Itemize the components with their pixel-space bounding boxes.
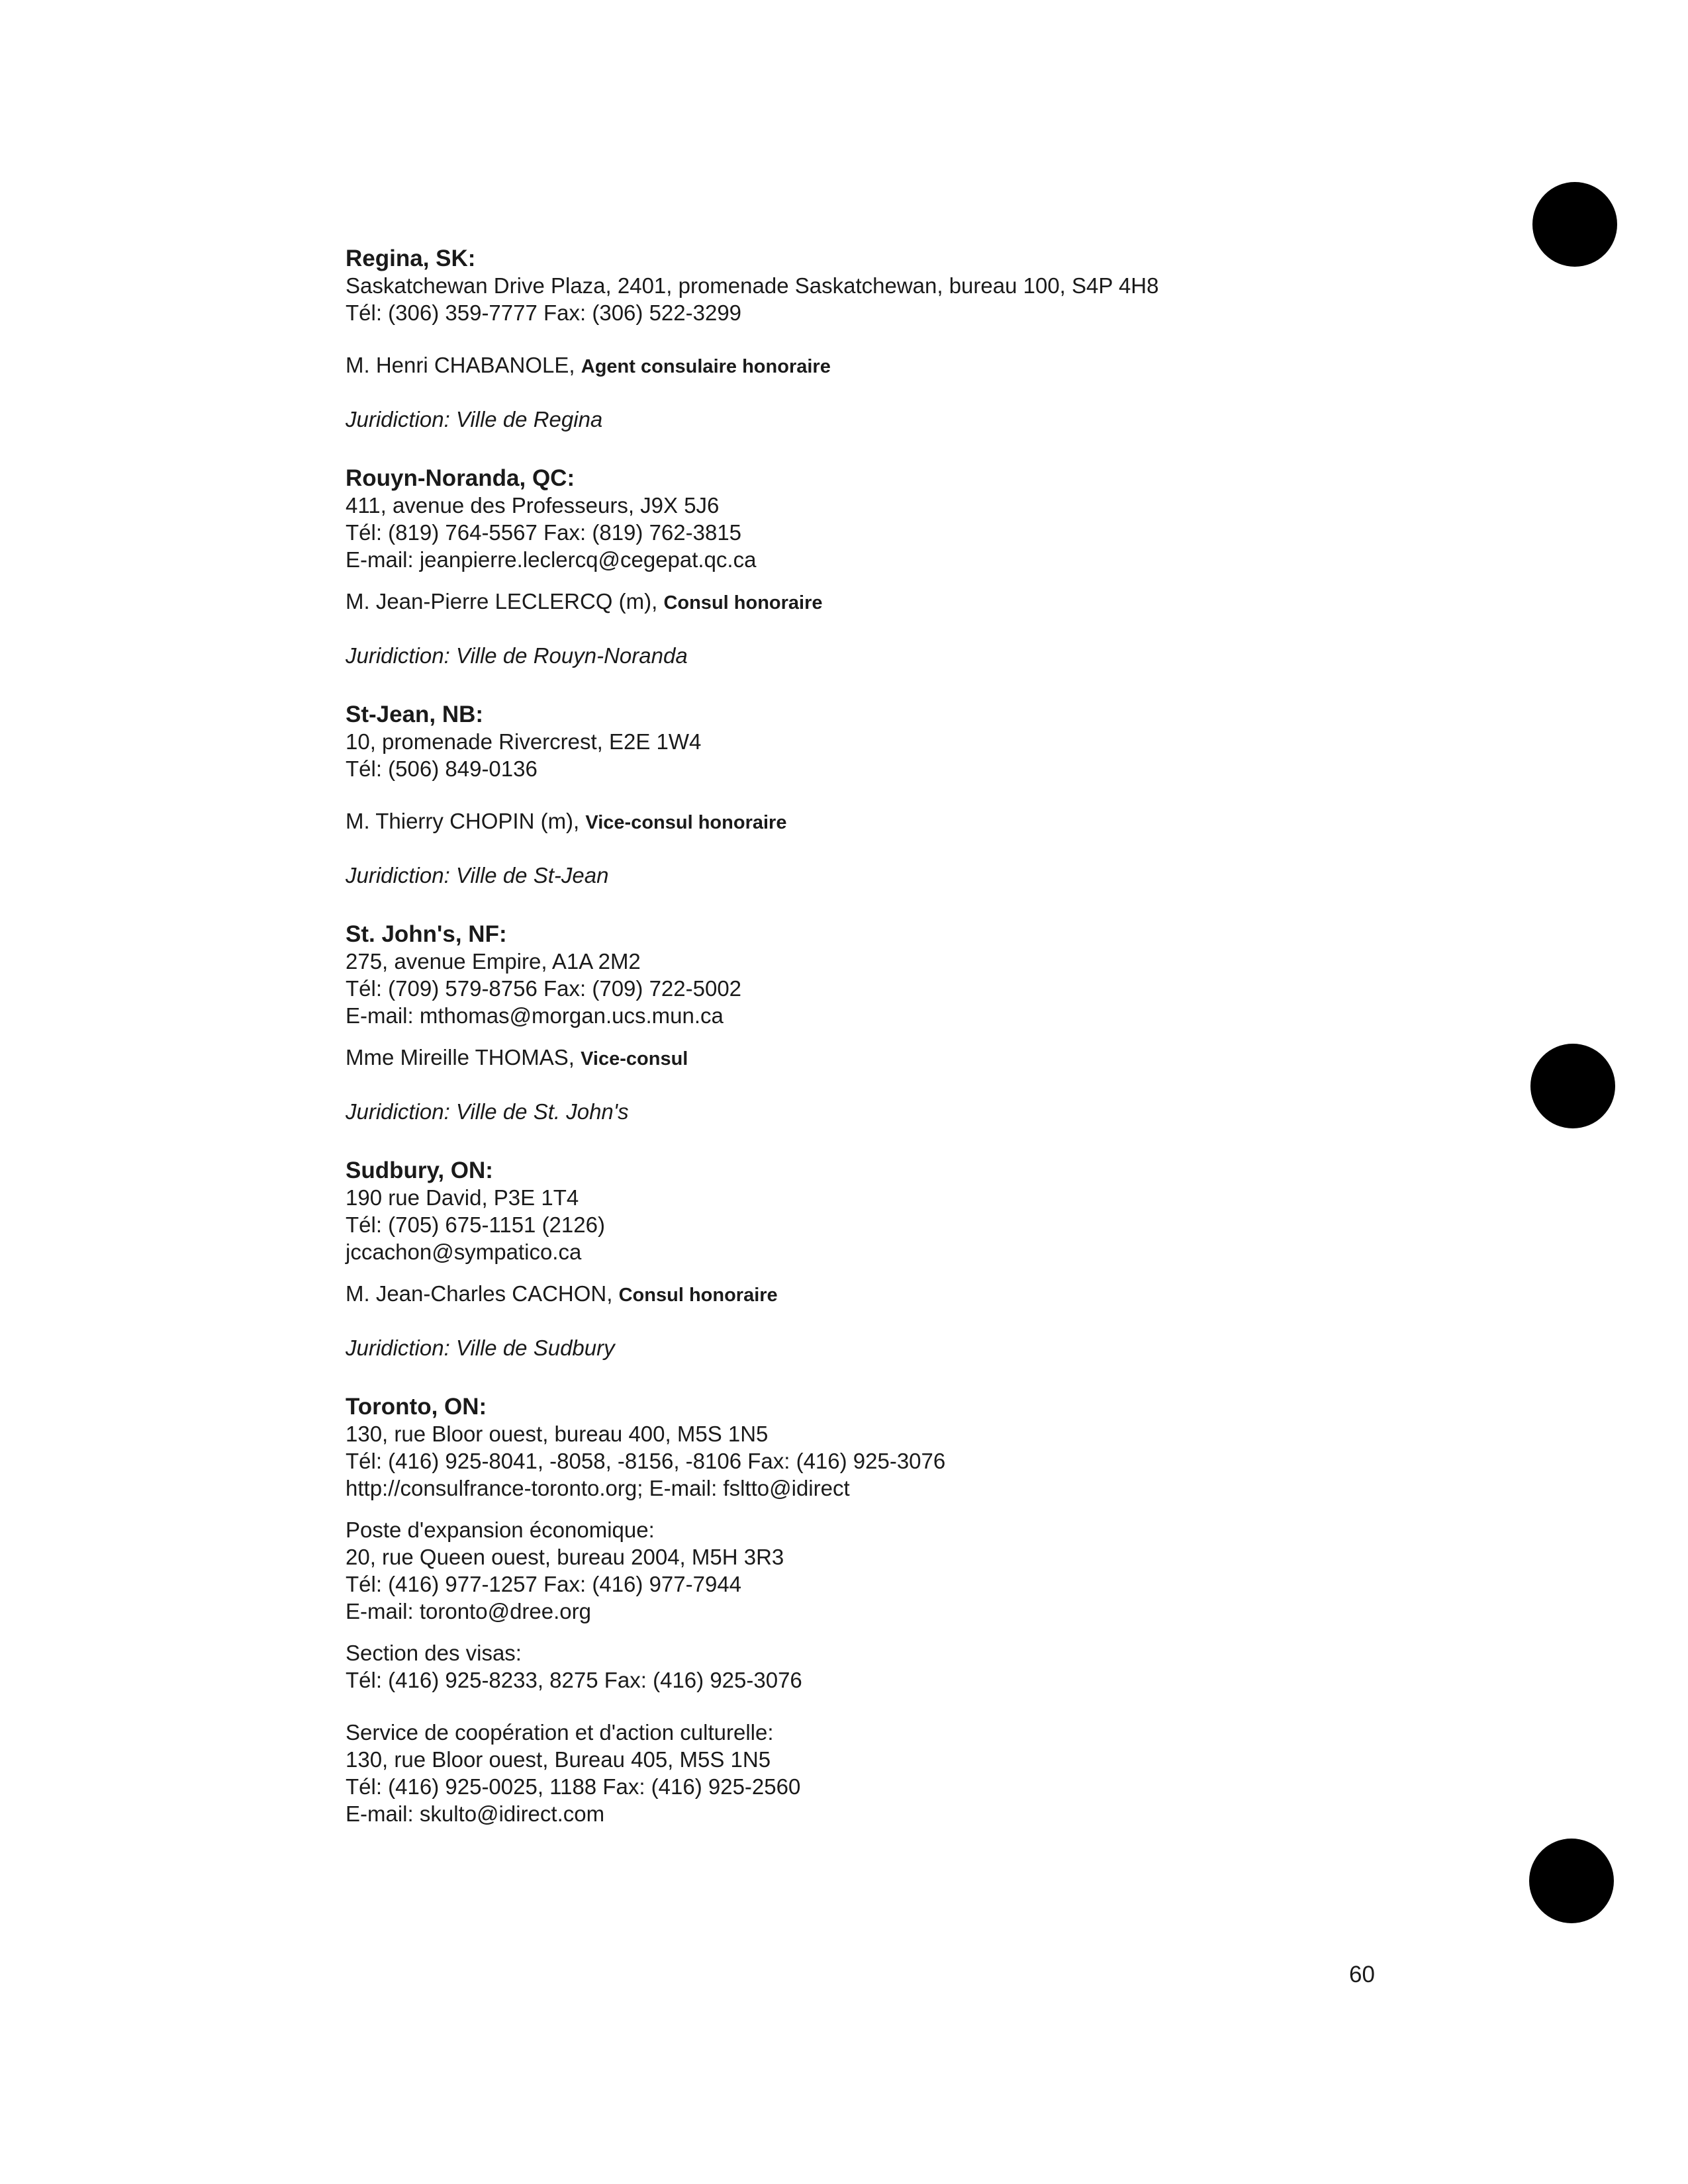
- consul-name: M. Jean-Charles CACHON,: [346, 1281, 613, 1306]
- city-heading: Rouyn-Noranda, QC:: [346, 465, 575, 491]
- phone-line: Tél: (705) 675-1151 (2126): [346, 1212, 605, 1237]
- subsection-title: Service de coopération et d'action culturelle:: [346, 1720, 774, 1745]
- consul-entry: [346, 807, 1603, 837]
- juridiction-line: Juridiction: Ville de Regina: [346, 407, 603, 432]
- city-heading: St. John's, NF:: [346, 921, 507, 947]
- address-line: 411, avenue des Professeurs, J9X 5J6: [346, 493, 720, 518]
- city-heading: St-Jean, NB:: [346, 702, 484, 727]
- city-heading: Toronto, ON:: [346, 1394, 487, 1420]
- phone-line: Tél: (416) 925-0025, 1188 Fax: (416) 925-2560: [346, 1774, 801, 1799]
- phone-line: Tél: (506) 849-0136: [346, 756, 538, 781]
- city-heading: Regina, SK:: [346, 246, 476, 271]
- juridiction-line: Juridiction: Ville de Rouyn-Noranda: [346, 643, 688, 668]
- consul-name: Mme Mireille THOMAS,: [346, 1045, 575, 1069]
- address-line: 130, rue Bloor ouest, Bureau 405, M5S 1N5: [346, 1747, 771, 1772]
- address-line: 10, promenade Rivercrest, E2E 1W4: [346, 729, 702, 754]
- section-toronto: [346, 1393, 1603, 1827]
- address-line: Saskatchewan Drive Plaza, 2401, promenade Saskatchewan, bureau 100, S4P 4H8: [346, 273, 1159, 298]
- consul-role: Consul honoraire: [618, 1285, 778, 1306]
- consul-entry: [346, 588, 1603, 617]
- phone-line: Tél: (819) 764-5567 Fax: (819) 762-3815: [346, 520, 742, 545]
- section-st-jean: [346, 701, 1603, 889]
- binder-hole-bottom: [1529, 1839, 1614, 1923]
- consul-name: M. Henri CHABANOLE,: [346, 353, 575, 377]
- cooperation-service: [346, 1719, 1603, 1827]
- address-line: 190 rue David, P3E 1T4: [346, 1185, 579, 1210]
- email-line: jccachon@sympatico.ca: [346, 1240, 582, 1264]
- consul-entry: [346, 1044, 1603, 1073]
- city-heading: Sudbury, ON:: [346, 1158, 493, 1183]
- email-line: E-mail: toronto@dree.org: [346, 1599, 591, 1623]
- phone-line: Tél: (306) 359-7777 Fax: (306) 522-3299: [346, 300, 742, 325]
- subsection-title: Section des visas:: [346, 1641, 522, 1665]
- consul-role: Consul honoraire: [663, 592, 823, 614]
- consul-role: Agent consulaire honoraire: [581, 356, 831, 377]
- consul-entry: [346, 351, 1603, 381]
- juridiction-line: Juridiction: Ville de Sudbury: [346, 1336, 615, 1360]
- address-line: 130, rue Bloor ouest, bureau 400, M5S 1N5: [346, 1422, 769, 1446]
- email-line: E-mail: skulto@idirect.com: [346, 1801, 605, 1826]
- email-line: E-mail: mthomas@morgan.ucs.mun.ca: [346, 1003, 724, 1028]
- address-line: 20, rue Queen ouest, bureau 2004, M5H 3R3: [346, 1545, 784, 1569]
- juridiction-line: Juridiction: Ville de St-Jean: [346, 863, 609, 887]
- phone-line: Tél: (416) 925-8233, 8275 Fax: (416) 925-3076: [346, 1668, 802, 1692]
- page-number: 60: [1349, 1962, 1375, 1987]
- section-sudbury: [346, 1157, 1603, 1361]
- section-regina: [346, 245, 1603, 433]
- web-email-line: http://consulfrance-toronto.org; E-mail: fsltto@idirect: [346, 1476, 850, 1500]
- phone-line: Tél: (416) 925-8041, -8058, -8156, -8106 Fax: (416) 925-3076: [346, 1449, 946, 1473]
- consul-name: M. Jean-Pierre LECLERCQ (m),: [346, 589, 658, 614]
- juridiction-line: Juridiction: Ville de St. John's: [346, 1099, 629, 1124]
- consul-name: M. Thierry CHOPIN (m),: [346, 809, 580, 833]
- consul-role: Vice-consul honoraire: [585, 812, 787, 833]
- phone-line: Tél: (709) 579-8756 Fax: (709) 722-5002: [346, 976, 742, 1001]
- email-line: E-mail: jeanpierre.leclercq@cegepat.qc.ca: [346, 547, 757, 572]
- section-st-johns: [346, 921, 1603, 1125]
- address-line: 275, avenue Empire, A1A 2M2: [346, 949, 641, 974]
- consul-role: Vice-consul: [581, 1048, 688, 1069]
- subsection-title: Poste d'expansion économique:: [346, 1518, 655, 1542]
- visa-section: [346, 1639, 1603, 1694]
- section-rouyn-noranda: [346, 465, 1603, 669]
- phone-line: Tél: (416) 977-1257 Fax: (416) 977-7944: [346, 1572, 742, 1596]
- consulate-listing: [346, 245, 1603, 1827]
- expansion-office: [346, 1516, 1603, 1625]
- consul-entry: [346, 1280, 1603, 1309]
